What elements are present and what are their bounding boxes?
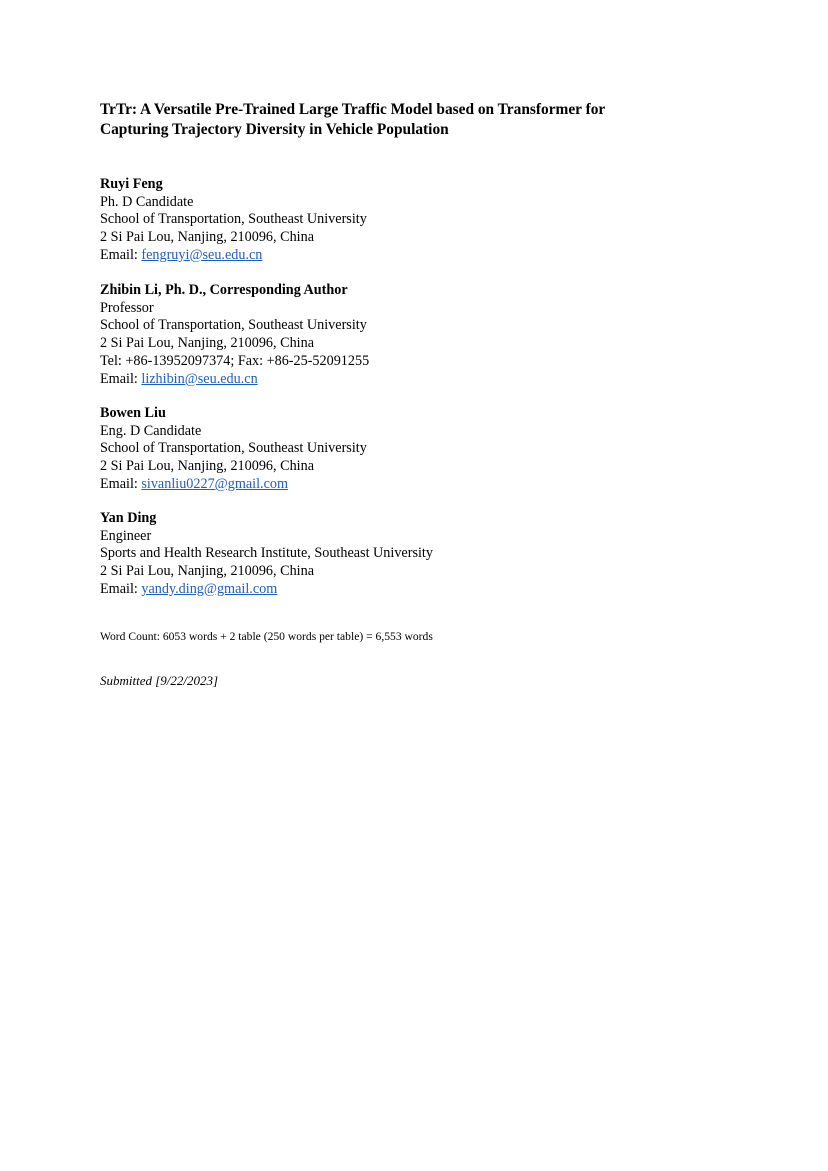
- author-affiliation: School of Transportation, Southeast University: [100, 317, 367, 334]
- author-block-1: [100, 176, 740, 265]
- author-name: Yan Ding: [100, 510, 157, 526]
- author-role: Eng. D Candidate: [100, 422, 202, 439]
- author-address: 2 Si Pai Lou, Nanjing, 210096, China: [100, 229, 314, 246]
- author-email-link[interactable]: fengruyi@seu.edu.cn: [141, 246, 263, 263]
- author-name: Ruyi Feng: [100, 176, 163, 192]
- email-label: Email:: [100, 475, 142, 492]
- author-email-line: [100, 476, 740, 494]
- email-label: Email:: [100, 246, 142, 263]
- author-affiliation: School of Transportation, Southeast University: [100, 440, 367, 457]
- author-email-link[interactable]: lizhibin@seu.edu.cn: [141, 370, 258, 387]
- author-name: Zhibin Li, Ph. D., Corresponding Author: [100, 282, 348, 298]
- submitted-date: Submitted [9/22/2023]: [100, 673, 219, 688]
- author-email-line: [100, 581, 740, 599]
- paper-title-line-1: TrTr: A Versatile Pre-Trained Large Traffic Model based on Transformer for: [100, 101, 606, 118]
- paper-title: [100, 100, 740, 140]
- author-role: Ph. D Candidate: [100, 193, 194, 210]
- author-email-link[interactable]: yandy.ding@gmail.com: [141, 580, 278, 597]
- author-address: 2 Si Pai Lou, Nanjing, 210096, China: [100, 335, 314, 352]
- author-address: 2 Si Pai Lou, Nanjing, 210096, China: [100, 563, 314, 580]
- author-role: Engineer: [100, 527, 152, 544]
- author-email-line: [100, 247, 740, 265]
- word-count: Word Count: 6053 words + 2 table (250 words per table) = 6,553 words: [100, 630, 433, 643]
- author-affiliation: School of Transportation, Southeast University: [100, 211, 367, 228]
- author-name: Bowen Liu: [100, 405, 166, 421]
- author-affiliation: Sports and Health Research Institute, Southeast University: [100, 545, 433, 562]
- paper-title-line-2: Capturing Trajectory Diversity in Vehicle Population: [100, 121, 449, 138]
- author-address: 2 Si Pai Lou, Nanjing, 210096, China: [100, 458, 314, 475]
- author-block-3: [100, 405, 740, 494]
- author-email-line: [100, 371, 740, 389]
- author-role: Professor: [100, 299, 154, 316]
- author-phone: Tel: +86-13952097374; Fax: +86-25-52091255: [100, 352, 370, 369]
- author-block-2: [100, 282, 740, 388]
- email-label: Email:: [100, 580, 142, 597]
- author-block-4: [100, 510, 740, 599]
- email-label: Email:: [100, 370, 142, 387]
- author-email-link[interactable]: sivanliu0227@gmail.com: [141, 475, 289, 492]
